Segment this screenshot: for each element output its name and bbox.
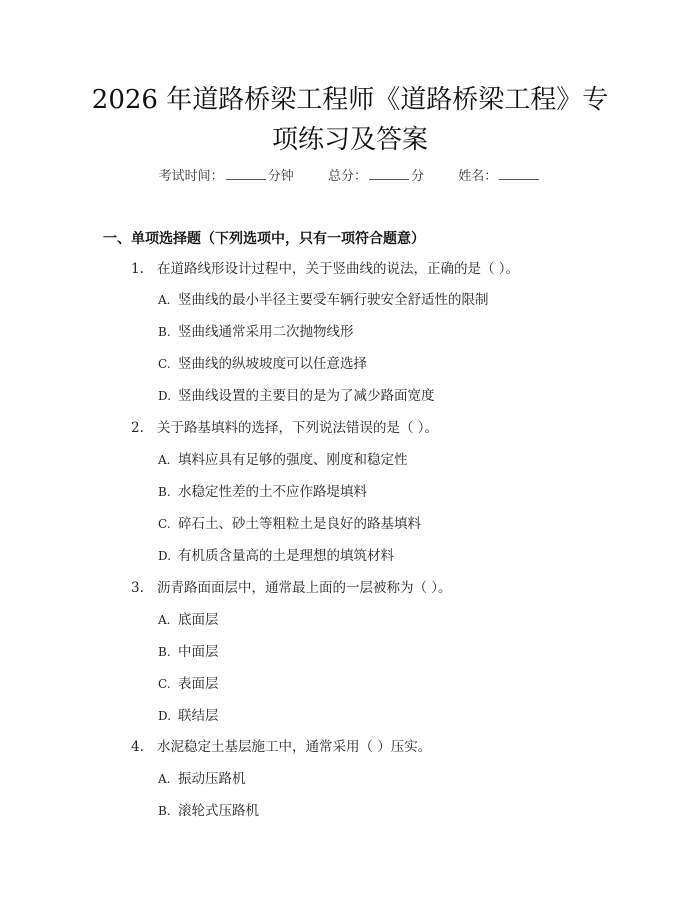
option-text: 中面层 <box>178 644 219 660</box>
option-letter: B. <box>158 325 171 339</box>
time-label: 考试时间： <box>158 169 224 184</box>
option-letter: D. <box>158 709 172 723</box>
score-label: 总分： <box>327 169 367 184</box>
option-text: 水稳定性差的土不应作路堤填料 <box>178 484 367 500</box>
option-3a <box>158 610 219 630</box>
option-letter: B. <box>158 645 171 659</box>
option-text: 联结层 <box>178 708 219 724</box>
option-letter: B. <box>158 804 171 818</box>
question-text: 水泥稳定土基层施工中，通常采用（ ）压实。 <box>157 739 432 755</box>
option-text: 碎石土、砂土等粗粒土是良好的路基填料 <box>178 516 421 532</box>
question-text: 沥青路面面层中，通常最上面的一层被称为（ ）。 <box>157 580 452 596</box>
option-text: 竖曲线的最小半径主要受车辆行驶安全舒适性的限制 <box>178 292 489 308</box>
question-2 <box>131 418 438 438</box>
score-unit: 分 <box>411 169 425 184</box>
option-1d <box>158 386 435 406</box>
question-number: 2. <box>131 420 144 436</box>
option-text: 表面层 <box>178 676 219 692</box>
option-text: 有机质含量高的土是理想的填筑材料 <box>178 548 394 564</box>
option-1c <box>158 354 367 374</box>
option-text: 填料应具有足够的强度、刚度和稳定性 <box>178 452 408 468</box>
name-blank <box>499 166 539 180</box>
score-blank <box>369 166 409 180</box>
option-3c <box>158 674 219 694</box>
option-text: 竖曲线通常采用二次抛物线形 <box>178 324 354 340</box>
option-text: 竖曲线的纵坡坡度可以任意选择 <box>178 356 367 372</box>
option-text: 竖曲线设置的主要目的是为了减少路面宽度 <box>178 388 435 404</box>
question-text: 在道路线形设计过程中，关于竖曲线的说法，正确的是（ ）。 <box>157 261 520 277</box>
option-letter: C. <box>158 357 171 371</box>
exam-meta <box>0 166 700 187</box>
option-text: 滚轮式压路机 <box>178 803 259 819</box>
option-4b <box>158 801 259 821</box>
option-4a <box>158 769 246 789</box>
option-2a <box>158 450 408 470</box>
option-letter: C. <box>158 677 171 691</box>
title-line-1: 2026 年道路桥梁工程师《道路桥梁工程》专 <box>91 85 609 115</box>
option-text: 底面层 <box>178 612 219 628</box>
option-letter: A. <box>158 453 171 467</box>
option-letter: A. <box>158 772 171 786</box>
page-title <box>60 80 640 160</box>
question-number: 3. <box>131 580 144 596</box>
option-letter: D. <box>158 549 172 563</box>
section-title: 一、单项选择题（下列选项中，只有一项符合题意） <box>103 231 425 247</box>
option-2c <box>158 514 421 534</box>
title-line-2: 项练习及答案 <box>271 125 428 155</box>
option-1a <box>158 290 489 310</box>
question-number: 4. <box>131 739 144 755</box>
option-3b <box>158 642 219 662</box>
option-letter: D. <box>158 389 172 403</box>
option-letter: A. <box>158 293 171 307</box>
option-letter: A. <box>158 613 171 627</box>
option-2b <box>158 482 367 502</box>
name-label: 姓名： <box>458 169 498 184</box>
question-text: 关于路基填料的选择，下列说法错误的是（ ）。 <box>157 420 439 436</box>
question-3 <box>131 578 452 598</box>
time-unit: 分钟 <box>267 169 294 184</box>
option-letter: C. <box>158 517 171 531</box>
option-text: 振动压路机 <box>178 771 246 787</box>
time-blank <box>226 166 266 180</box>
question-number: 1. <box>131 261 144 277</box>
question-4 <box>131 737 431 757</box>
option-3d <box>158 706 219 726</box>
question-1 <box>131 259 519 279</box>
option-1b <box>158 322 354 342</box>
option-letter: B. <box>158 485 171 499</box>
option-2d <box>158 546 394 566</box>
